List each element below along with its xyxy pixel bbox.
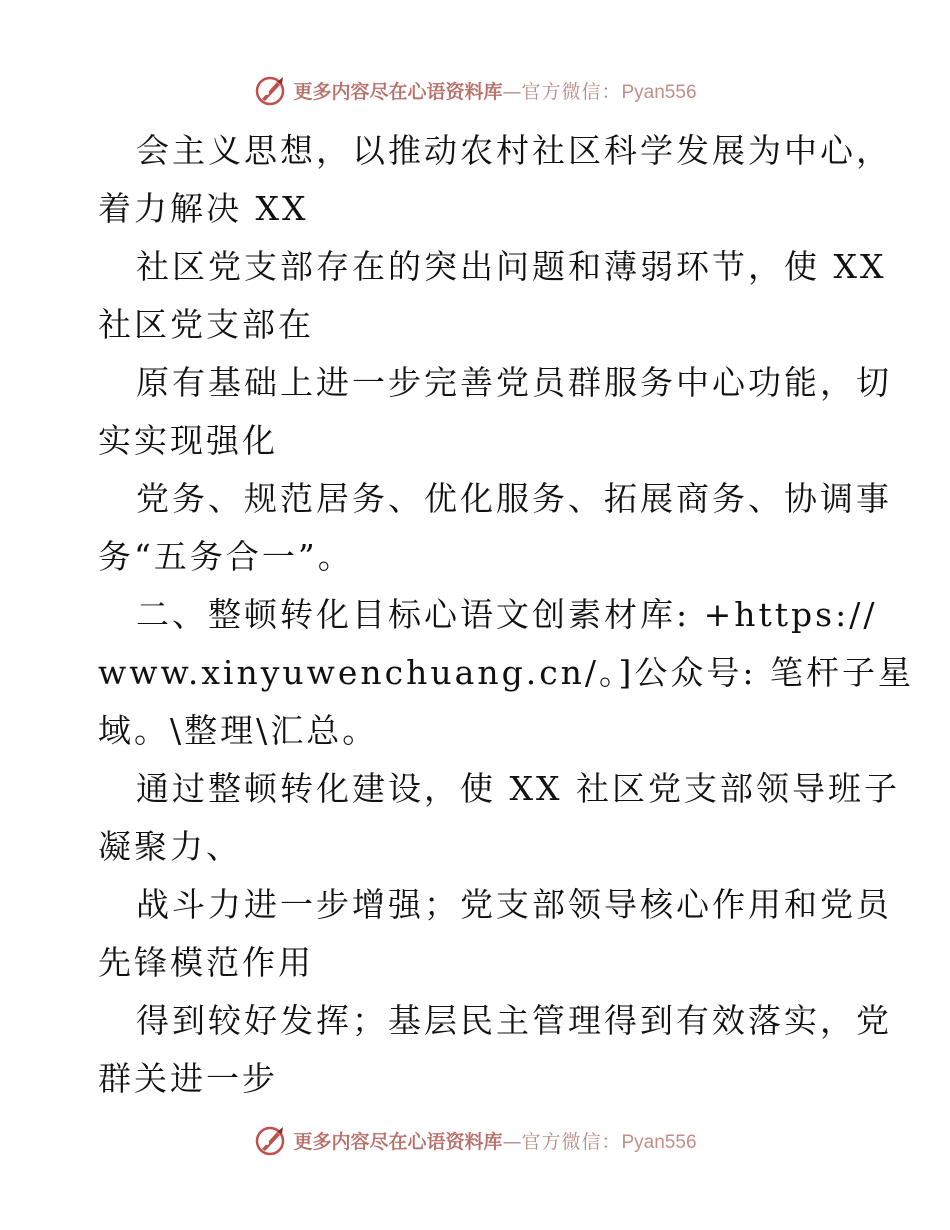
- header-watermark: [0, 70, 950, 110]
- footer-wechat-id: Pyan556: [621, 1131, 697, 1153]
- body-line: 党务、规范居务、优化服务、拓展商务、协调事: [136, 479, 892, 518]
- body-line: 社区党支部存在的突出问题和薄弱环节，使 XX: [136, 247, 887, 286]
- quill-logo-icon: [253, 1123, 287, 1157]
- quill-logo-icon: [253, 73, 287, 107]
- body-line: 原有基础上进一步完善党员群服务中心功能，切: [136, 363, 892, 402]
- footer-dash: —: [502, 1130, 522, 1153]
- body-line: 二、整顿转化目标心语文创素材库: +https://: [136, 595, 878, 634]
- footer-wechat-label: 官方微信：: [521, 1130, 622, 1153]
- body-line: www.xinyuwenchuang.cn/。]公众号: 笔杆子星: [98, 653, 915, 692]
- body-line: 得到较好发挥；基层民主管理得到有效落实，党: [136, 1001, 892, 1040]
- body-line: 通过整顿转化建设，使 XX 社区党支部领导班子: [136, 769, 900, 808]
- header-wechat-id: Pyan556: [621, 81, 697, 103]
- body-line: 会主义思想，以推动农村社区科学发展为中心，: [136, 131, 892, 170]
- body-line: 战斗力进一步增强；党支部领导核心作用和党员: [136, 885, 892, 924]
- body-line: 群关进一步: [98, 1059, 278, 1098]
- body-line: 着力解决 XX: [98, 189, 309, 228]
- footer-watermark: [0, 1120, 950, 1160]
- header-wechat-label: 官方微信：: [521, 80, 622, 103]
- document-body: [98, 122, 915, 1108]
- footer-brand-text: 更多内容尽在心语资料库: [293, 1130, 503, 1153]
- body-line: 域。\整理\汇总。: [98, 711, 379, 750]
- header-dash: —: [502, 80, 522, 103]
- body-line: 凝聚力、: [98, 827, 242, 866]
- body-line: 先锋模范作用: [98, 943, 314, 982]
- body-line: 务“五务合一”。: [98, 537, 354, 576]
- body-line: 实实现强化: [98, 421, 278, 460]
- body-line: 社区党支部在: [98, 305, 314, 344]
- header-brand-text: 更多内容尽在心语资料库: [293, 80, 503, 103]
